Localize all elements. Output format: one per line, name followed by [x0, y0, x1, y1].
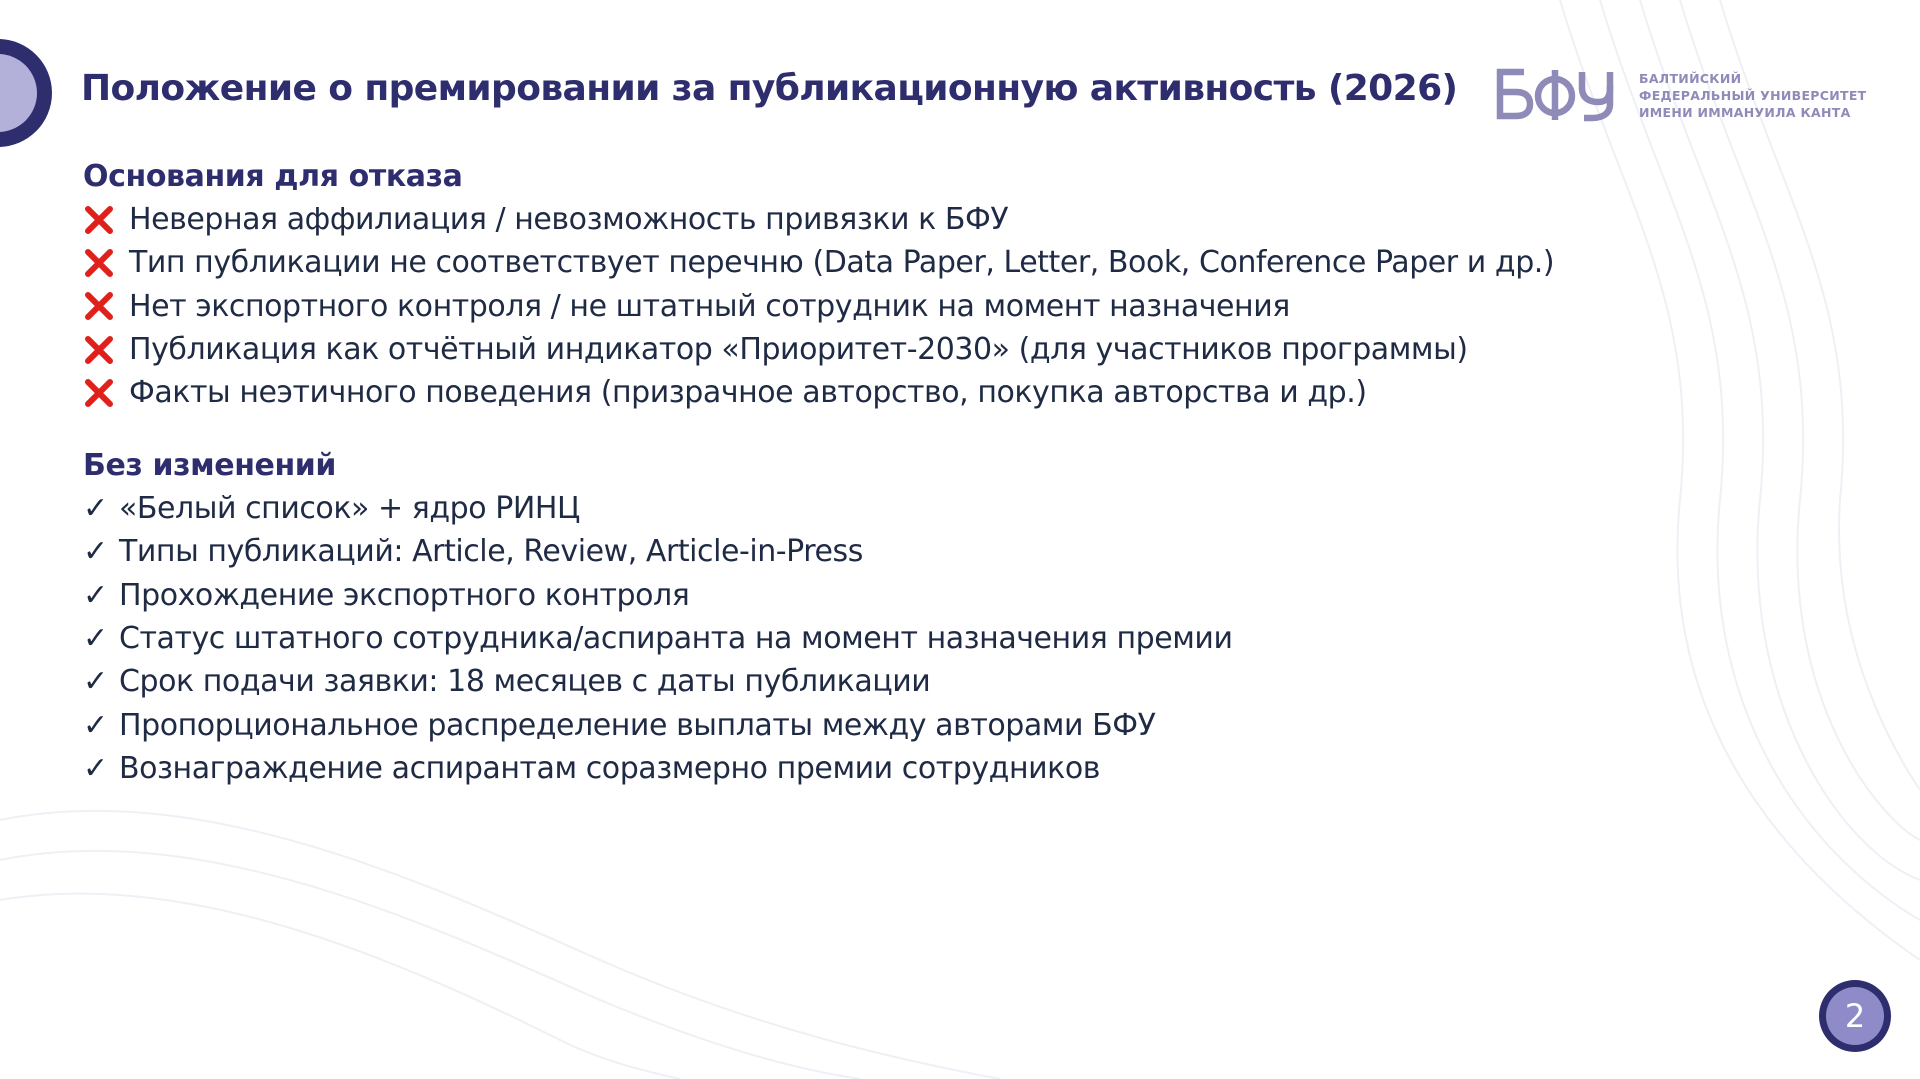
unchanged-item-text: Срок подачи заявки: 18 месяцев с даты публикации: [119, 664, 931, 700]
logo-caption: [1639, 70, 1867, 121]
check-mark-icon: ✓: [83, 664, 108, 700]
unchanged-item: [83, 703, 1233, 746]
logo-line: БАЛТИЙСКИЙ: [1639, 71, 1742, 86]
unchanged-item: [83, 487, 1233, 530]
unchanged-item: [83, 574, 1233, 617]
page-number: 2: [1826, 987, 1884, 1045]
unchanged-item-text: Вознаграждение аспирантам соразмерно премии сотрудников: [119, 750, 1100, 786]
refusal-item: [83, 241, 1554, 284]
unchanged-item: [83, 747, 1233, 790]
unchanged-item-text: «Белый список» + ядро РИНЦ: [119, 491, 580, 527]
refusal-item-text: Неверная аффилиация / невозможность привязки к БФУ: [129, 202, 1009, 238]
cross-mark-icon: [83, 204, 115, 236]
unchanged-item-text: Статус штатного сотрудника/аспиранта на момент назначения премии: [119, 621, 1233, 657]
refusal-item: [83, 285, 1554, 328]
refusal-item-text: Факты неэтичного поведения (призрачное авторство, покупка авторства и др.): [129, 375, 1367, 411]
refusal-section: [83, 155, 1554, 414]
unchanged-item-text: Пропорциональное распределение выплаты между авторами БФУ: [119, 707, 1156, 743]
logo-line: ИМЕНИ ИММАНУИЛА КАНТА: [1639, 105, 1851, 120]
unchanged-section: [83, 444, 1233, 790]
unchanged-item: [83, 530, 1233, 573]
refusal-item-text: Публикация как отчётный индикатор «Приоритет-2030» (для участников программы): [129, 332, 1468, 368]
unchanged-item: [83, 660, 1233, 703]
refusal-item-text: Нет экспортного контроля / не штатный сотрудник на момент назначения: [129, 288, 1290, 324]
cross-mark-icon: [83, 290, 115, 322]
unchanged-list: [83, 487, 1233, 790]
refusal-item: [83, 198, 1554, 241]
refusal-item-text: Тип публикации не соответствует перечню (Data Paper, Letter, Book, Conference Paper и др.): [129, 245, 1555, 281]
check-mark-icon: ✓: [83, 577, 108, 613]
unchanged-item-text: Прохождение экспортного контроля: [119, 577, 690, 613]
check-mark-icon: ✓: [83, 621, 108, 657]
page-number-badge: [1819, 980, 1891, 1052]
check-mark-icon: ✓: [83, 750, 108, 786]
refusal-heading: Основания для отказа: [83, 159, 463, 194]
check-mark-icon: ✓: [83, 491, 108, 527]
unchanged-item: [83, 617, 1233, 660]
unchanged-item-text: Типы публикаций: Article, Review, Article-in-Press: [119, 534, 863, 570]
check-mark-icon: ✓: [83, 534, 108, 570]
university-logo: [1494, 66, 1874, 126]
cross-mark-icon: [83, 377, 115, 409]
bfu-logo-mark: [1494, 66, 1616, 122]
refusal-item: [83, 328, 1554, 371]
check-mark-icon: ✓: [83, 707, 108, 743]
unchanged-heading: Без изменений: [83, 448, 337, 483]
cross-mark-icon: [83, 334, 115, 366]
refusal-list: [83, 198, 1554, 414]
refusal-item: [83, 371, 1554, 414]
cross-mark-icon: [83, 247, 115, 279]
logo-line: ФЕДЕРАЛЬНЫЙ УНИВЕРСИТЕТ: [1639, 88, 1867, 103]
slide-title: Положение о премировании за публикационную активность (2026): [81, 68, 1458, 109]
